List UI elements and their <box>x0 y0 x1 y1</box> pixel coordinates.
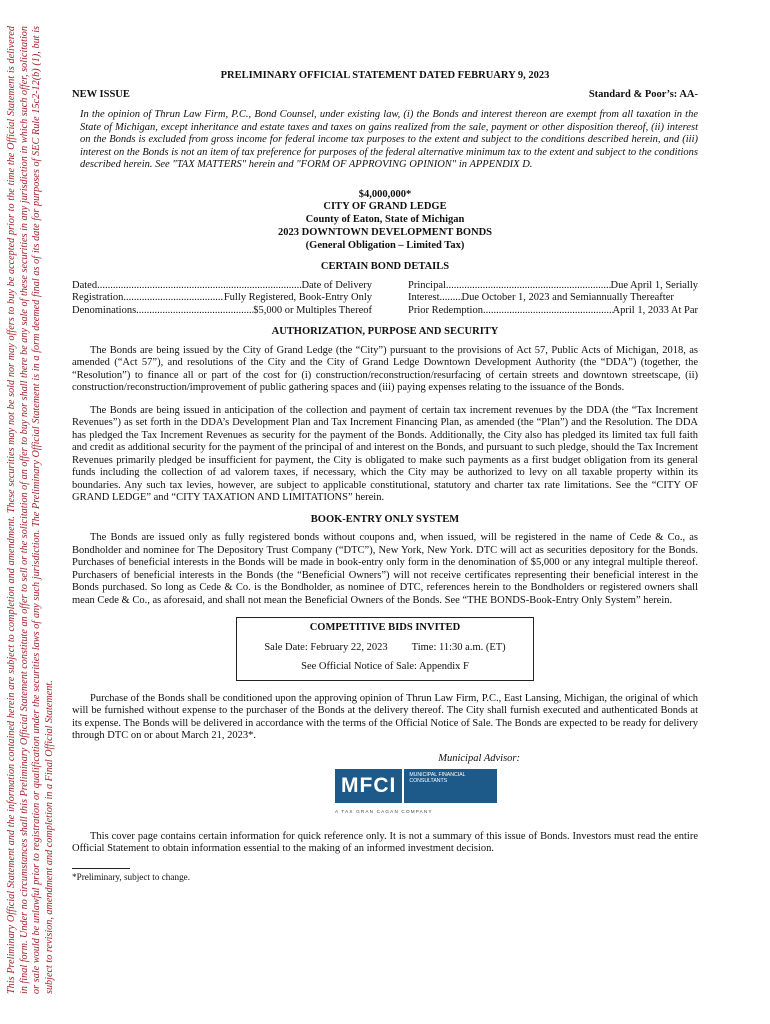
detail-key: Principal <box>408 279 446 291</box>
logo-side-text: MUNICIPAL FINANCIAL CONSULTANTS <box>402 769 497 803</box>
preliminary-disclaimer: This Preliminary Official Statement and the information contained herein are subject to completion and amendment. These securities may not be sold nor may offers to buy be accepted prior to the time the Official Statement is delivered in final form. Under no circumstances shall this Preliminary Official Statement constitute an offer to sell or the solicitation of an offer to buy nor shall there be any sale of these securities in any jurisdiction in which such offer, solicitation or sale would be unlawful prior to registration or qualification under the securities laws of any such jurisdiction. The Preliminary Official Statement is in a form deemed final as of its date for purposes of SEC Rule 15c2-12(b) (1), but is subject to revision, amendment and completion in a Final Official Statement. <box>6 26 55 994</box>
authorization-heading: AUTHORIZATION, PURPOSE AND SECURITY <box>271 326 499 338</box>
leader-dots <box>446 280 611 293</box>
detail-key: Dated <box>72 279 98 291</box>
detail-row <box>72 305 372 318</box>
sale-date: Sale Date: February 22, 2023 <box>264 641 388 653</box>
notice-of-sale-reference: See Official Notice of Sale: Appendix F <box>301 661 469 673</box>
leader-dots <box>483 305 613 318</box>
principal-amount: $4,000,000* <box>358 188 412 200</box>
bond-details-right <box>408 280 698 318</box>
logo-wordmark: MFCI <box>335 769 402 803</box>
rating-label: Standard & Poor’s: AA- <box>588 88 698 100</box>
leader-dots <box>97 280 301 293</box>
detail-value: Due April 1, Serially <box>610 279 698 291</box>
detail-value: Fully Registered, Book-Entry Only <box>223 292 372 304</box>
municipal-advisor-label: Municipal Advisor: <box>438 752 520 764</box>
detail-row <box>72 280 372 293</box>
issuer-name: CITY OF GRAND LEDGE <box>323 201 447 213</box>
purchase-paragraph: Purchase of the Bonds shall be conditioned upon the approving opinion of Thrun Law Firm, P.C., East Lansing, Michigan, the original of which will be furnished without expense to the purchaser of the Bonds at the delivery thereof. The City shall furnish executed and authenticated Bonds at its expense. The Bonds will be delivered in accordance with the terms of the Official Notice of Sale. The Bonds are expected to be ready for delivery through DTC on or about March 21, 2023*. <box>72 692 698 742</box>
detail-value: $5,000 or Multiples Thereof <box>253 304 372 316</box>
bond-details-heading: CERTAIN BOND DETAILS <box>320 261 450 273</box>
sale-time: Time: 11:30 a.m. (ET) <box>411 641 506 653</box>
bond-title-block <box>72 189 698 253</box>
logo-tagline: A TAX GRAN CAGAN COMPANY <box>335 809 433 815</box>
detail-value: Due October 1, 2023 and Semiannually Thereafter <box>461 292 674 304</box>
leader-dots <box>123 292 224 305</box>
bond-series-name: 2023 DOWNTOWN DEVELOPMENT BONDS <box>277 226 492 238</box>
leader-dots <box>440 292 462 305</box>
detail-row <box>72 292 372 305</box>
mfci-logo <box>335 769 497 819</box>
detail-row <box>408 305 698 318</box>
book-entry-heading: BOOK-ENTRY ONLY SYSTEM <box>310 513 460 525</box>
detail-key: Prior Redemption <box>408 304 483 316</box>
document-title: PRELIMINARY OFFICIAL STATEMENT DATED FEBRUARY 9, 2023 <box>220 70 550 81</box>
obligation-type: (General Obligation – Limited Tax) <box>305 239 465 251</box>
leader-dots <box>136 305 253 318</box>
detail-value: Date of Delivery <box>301 279 372 291</box>
logo-box <box>335 769 497 803</box>
county-state: County of Eaton, State of Michigan <box>305 214 465 226</box>
detail-key: Denominations <box>72 304 137 316</box>
footnote: *Preliminary, subject to change. <box>72 871 191 882</box>
issue-row <box>72 89 698 102</box>
tax-opinion-paragraph: In the opinion of Thrun Law Firm, P.C., Bond Counsel, under existing law, (i) the Bonds and interest thereon are exempt from all taxation in the State of Michigan, except inheritance and estate taxes and taxes on gains realized from the sale, payment or other disposition thereof, (ii) interest on the Bonds is excluded from gross income for federal income tax purposes to the extent and subject to the conditions described herein, and (iii) interest on the Bonds is not an item of tax preference for purposes of the federal alternative minimum tax to the extent and subject to the conditions described herein. See "TAX MATTERS" herein and "FORM OF APPROVING OPINION" in APPENDIX D. <box>80 109 698 170</box>
cover-page <box>72 70 698 883</box>
detail-row <box>408 292 698 305</box>
detail-key: Interest <box>408 292 440 304</box>
competitive-bids-box <box>236 617 534 681</box>
footnote-rule <box>72 868 130 869</box>
cover-note-paragraph: This cover page contains certain information for quick reference only. It is not a summary of this issue of Bonds. Investors must read the entire Official Statement to obtain information essential to the making of an informed investment decision. <box>72 830 698 855</box>
bond-details-left <box>72 280 372 318</box>
detail-value: April 1, 2033 At Par <box>612 304 698 316</box>
book-entry-paragraph: The Bonds are issued only as fully registered bonds without coupons and, when issued, will be registered in the name of Cede & Co., as Bondholder and nominee for The Depository Trust Company (“DTC”), New York, New York. DTC will act as securities depository for the Bonds. Purchases of beneficial interests in the Bonds will be made in book-entry only form in the denomination of $5,000 or any integral multiple thereof. Purchasers of beneficial interests in the Bonds (the “Beneficial Owners”) will not receive certificates representing their beneficial interest in the Bonds purchased. So long as Cede & Co. is the Bondholder, as nominee of DTC, references herein to the Bondholders or registered owners shall mean Cede & Co., as aforesaid, and shall not mean the Beneficial Owners of the Bonds. See “THE BONDS-Book-Entry Only System” herein. <box>72 532 698 606</box>
detail-key: Registration <box>72 292 124 304</box>
sale-date-row <box>243 642 527 655</box>
bond-details-table <box>72 280 698 318</box>
new-issue-label: NEW ISSUE <box>72 88 130 100</box>
authorization-paragraph: The Bonds are being issued by the City of Grand Ledge (the “City”) pursuant to the provisions of Act 57, Public Acts of Michigan, 2018, as amended (“Act 57”), and resolutions of the City and the City of Grand Ledge Downtown Development Authority (the “DDA”) (together, the “Resolution”) to finance all or part of the cost for (i) construction/reconstruction/resurfacing of certain streets and downtown streetscape, (ii) construction/reconstruction/improvement of public gathering spaces and (iii) paying expenses relating to the issuance of the Bonds. <box>72 344 698 394</box>
detail-row <box>408 280 698 293</box>
security-paragraph: The Bonds are being issued in anticipation of the collection and payment of certain tax increment revenues by the DDA (the “Tax Increment Revenues”) as set forth in the DDA’s Development Plan and Tax Increment Financing Plan, as amended (the “Plan”) and the Resolution. The DDA has pledged the Tax Increment Revenues as security for the payment of the Bonds. Additionally, the City also has pledged its limited tax full faith and credit as additional security for the payment of the principal of and interest on the Bonds, and pursuant to such pledge, should the Tax Increment Revenues primarily pledged be insufficient for payment, the City is obligated to make such payments as a first budget obligation from its general funds including the collection of ad valorem taxes, if necessary, which the City may be authorized to levy on all taxable property within its boundaries. Any such tax levies, however, are subject to applicable constitutional, statutory and charter tax rate limitations. See the “CITY OF GRAND LEDGE” and “CITY TAXATION AND LIMITATIONS” herein. <box>72 404 698 504</box>
bids-heading: COMPETITIVE BIDS INVITED <box>309 622 461 634</box>
